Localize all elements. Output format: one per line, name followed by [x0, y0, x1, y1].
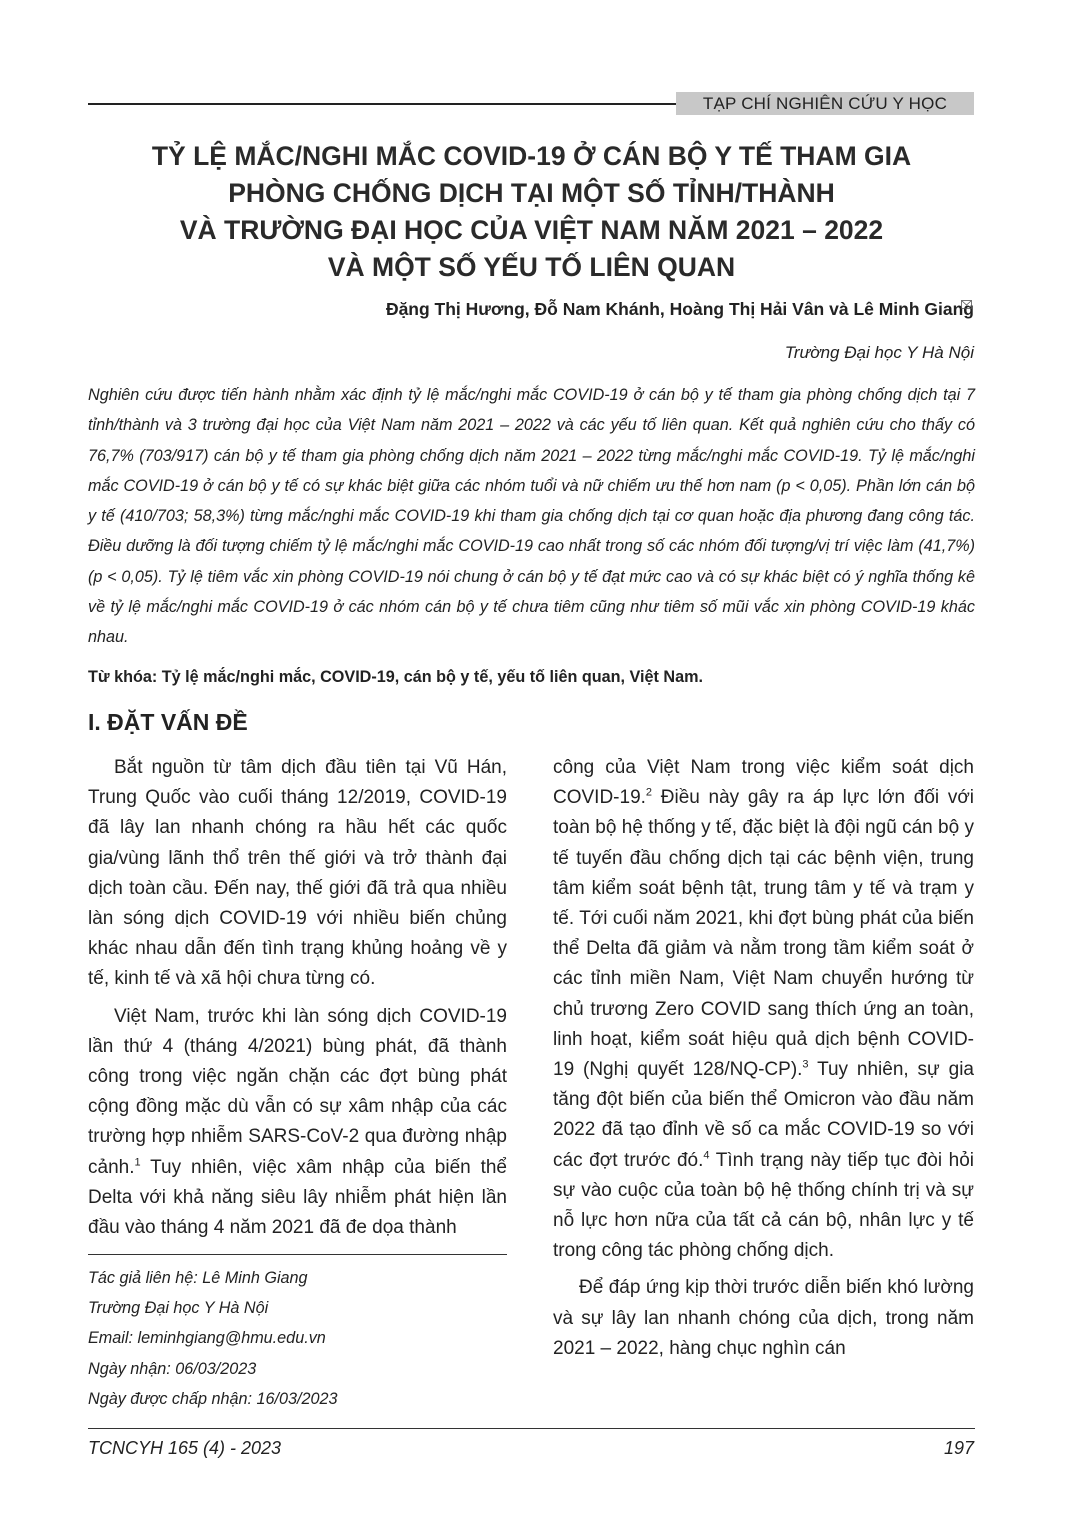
journal-name: TẠP CHÍ NGHIÊN CỨU Y HỌC — [676, 92, 974, 115]
right-column — [553, 753, 974, 1371]
section-heading: I. ĐẶT VẤN ĐỀ — [88, 709, 248, 735]
title-line: VÀ MỘT SỐ YẾU TỐ LIÊN QUAN — [327, 252, 736, 282]
left-column — [88, 753, 507, 1250]
citation-ref: 1 — [134, 1156, 141, 1169]
paragraph-text: Tuy nhiên, sự gia tăng đột biến của biến thể Omicron vào đầu năm 2022 đã tạo đỉnh về số ca mắc COVID-19 so với các đợt trước đó. — [553, 1059, 974, 1171]
author-list: Đặng Thị Hương, Đỗ Nam Khánh, Hoàng Thị Hải Vân và Lê Minh Giang — [385, 299, 974, 319]
article-title — [88, 138, 975, 286]
footnote-email: Email: leminhgiang@hmu.edu.vn — [88, 1329, 326, 1348]
correspondence-footnote — [88, 1263, 508, 1414]
affiliation: Trường Đại học Y Hà Nội — [784, 343, 974, 362]
footnote-institution: Trường Đại học Y Hà Nội — [88, 1299, 269, 1318]
envelope-icon — [961, 300, 972, 309]
citation-ref: 2 — [645, 786, 653, 799]
page-number: 197 — [943, 1438, 974, 1458]
paragraph-text: công của Việt Nam trong việc kiểm soát dịch COVID-19. — [553, 757, 974, 809]
corresponding-author: Tác giả liên hệ: Lê Minh Giang — [88, 1269, 308, 1287]
footnote-rule — [88, 1254, 507, 1255]
keywords: Từ khóa: Tỷ lệ mắc/nghi mắc, COVID-19, cán bộ y tế, yếu tố liên quan, Việt Nam. — [88, 668, 704, 686]
paragraph-text: Tuy nhiên, việc xâm nhập của biến thể Delta với khả năng siêu lây nhiễm phát hiện lần đầu vào tháng 4 năm 2021 đã đe dọa thành — [88, 1156, 507, 1239]
paragraph — [553, 753, 974, 1266]
paragraph-text: Tình trạng này tiếp tục đòi hỏi sự vào cuộc của toàn bộ hệ thống chính trị và sự nỗ lực hơn nữa của tất cả cán bộ, nhân lực y tế trong công tác phòng chống dịch. — [553, 1149, 974, 1262]
header-rule — [88, 103, 678, 105]
journal-issue: TCNCYH 165 (4) - 2023 — [88, 1438, 282, 1458]
date-received: Ngày nhận: 06/03/2023 — [88, 1359, 257, 1378]
paragraph-text: Việt Nam, trước khi làn sóng dịch COVID-19 lần thứ 4 (tháng 4/2021) bùng phát, đã thành công trong việc ngăn chặn các đợt bùng phát cộng đồng mặc dù vẫn có sự xâm nhập của các trường hợp nhiễm SARS-CoV-2 qua đường nhập cảnh. — [88, 1005, 507, 1178]
footer-rule — [88, 1428, 975, 1429]
title-line: PHÒNG CHỐNG DỊCH TẠI MỘT SỐ TỈNH/THÀNH — [228, 178, 835, 208]
title-line: TỶ LỆ MẮC/NGHI MẮC COVID-19 Ở CÁN BỘ Y TẾ THAM GIA — [151, 141, 912, 171]
citation-ref: 4 — [703, 1149, 710, 1162]
paragraph: Để đáp ứng kịp thời trước diễn biến khó lường và sự lây lan nhanh chóng của dịch, trong năm 2021 – 2022, hàng chục nghìn cán — [553, 1277, 974, 1359]
paragraph-text: Điều này gây ra áp lực lớn đối với toàn bộ hệ thống y tế, đặc biệt là đội ngũ cán bộ y tế tuyến đầu chống dịch tại các bệnh viện, trung tâm kiểm soát bệnh tật, trung tâm y tế và trạm y tế. Tới cuối năm 2021, khi đợt bùng phát của biến thể Delta đã giảm và nằm trong tầm kiểm soát ở các tỉnh miền Nam, Việt Nam chuyển hướng từ chủ trương Zero COVID sang thích ứng an toàn, linh hoạt, kiểm soát hiệu quả dịch bệnh COVID-19 (Nghị quyết 128/NQ-CP). — [553, 787, 974, 1081]
date-accepted: Ngày được chấp nhận: 16/03/2023 — [88, 1389, 338, 1408]
paragraph: Bắt nguồn từ tâm dịch đầu tiên tại Vũ Hán, Trung Quốc vào cuối tháng 12/2019, COVID-19 đã lây lan nhanh chóng ra hầu hết các quốc gia/vùng lãnh thổ trên thế giới và trở thành đại dịch toàn cầu. Đến nay, thế giới đã trả qua nhiều làn sóng dịch COVID-19 với nhiều biến chủng khác nhau dẫn đến tình trạng khủng hoảng về y tế, kinh tế và xã hội chưa từng có. — [88, 757, 507, 990]
paragraph — [88, 1002, 507, 1244]
citation-ref: 3 — [802, 1058, 809, 1071]
title-line: VÀ TRƯỜNG ĐẠI HỌC CỦA VIỆT NAM NĂM 2021 – 2022 — [179, 215, 884, 245]
abstract: Nghiên cứu được tiến hành nhằm xác định tỷ lệ mắc/nghi mắc COVID-19 ở cán bộ y tế tham gia phòng chống dịch tại 7 tỉnh/thành và 3 trường đại học của Việt Nam năm 2021 – 2022 và các yếu tố liên quan. Kết quả nghiên cứu cho thấy có 76,7% (703/917) cán bộ y tế tham gia phòng chống dịch năm 2021 – 2022 từng mắc/nghi mắc COVID-19. Tỷ lệ mắc/nghi mắc COVID-19 ở cán bộ y tế có sự khác biệt giữa các nhóm tuổi và nữ chiếm ưu thế hơn nam (p < 0,05). Phần lớn cán bộ y tế (410/703; 58,3%) từng mắc/nghi mắc COVID-19 khi tham gia chống dịch tại cơ quan hoặc địa phương đang công tác. Điều dưỡng là đối tượng chiếm tỷ lệ mắc/nghi mắc COVID-19 cao nhất trong số các nhóm đối tượng/vị trí việc làm (41,7%) (p < 0,05). Tỷ lệ tiêm vắc xin phòng COVID-19 nói chung ở cán bộ y tế đạt mức cao và có sự khác biệt có ý nghĩa thống kê về tỷ lệ mắc/nghi mắc COVID-19 ở các nhóm cán bộ y tế chưa tiêm cũng như tiêm số mũi vắc xin phòng COVID-19 khác nhau. — [88, 386, 975, 647]
